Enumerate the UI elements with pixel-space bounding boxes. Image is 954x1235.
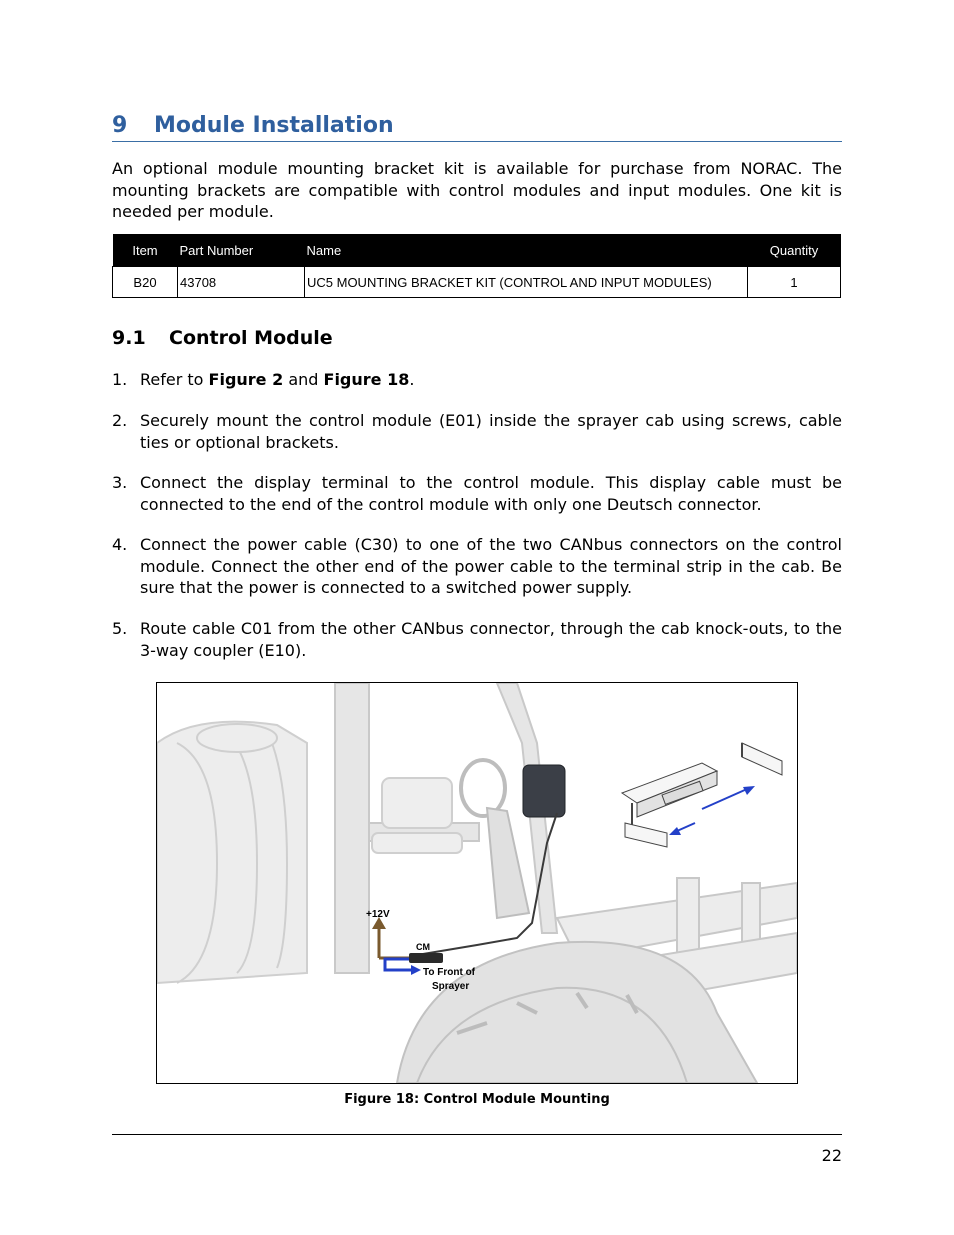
tank-shape <box>157 722 307 983</box>
intro-paragraph: An optional module mounting bracket kit is available for purchase from NORAC. The mounting brackets are compatible with control modules and input modules. One kit is needed per module. <box>112 159 842 221</box>
step-number: 2. <box>112 411 128 430</box>
header-item: Item <box>113 234 178 267</box>
step-text-part: . <box>409 370 415 389</box>
step-text <box>140 369 842 391</box>
power-label: +12V <box>366 909 390 920</box>
list-item <box>112 410 842 453</box>
list-item <box>112 618 842 661</box>
cell-item: B20 <box>113 267 178 298</box>
subsection-title: Control Module <box>169 327 333 349</box>
subsection-number: 9.1 <box>112 327 146 349</box>
parts-table <box>112 234 841 298</box>
step-text-part: and <box>283 370 324 389</box>
figure-caption: Figure 18: Control Module Mounting <box>344 1092 610 1107</box>
page-number: 22 <box>821 1146 842 1165</box>
cell-name: UC5 MOUNTING BRACKET KIT (CONTROL AND INPUT MODULES) <box>305 267 748 298</box>
table-header-row <box>113 234 841 267</box>
step-text: Securely mount the control module (E01) inside the sprayer cab using screws, cable ties or optional brackets. <box>140 411 842 452</box>
control-module-shape <box>523 765 565 817</box>
cell-quantity: 1 <box>748 267 841 298</box>
sprayer-illustration <box>157 683 797 1083</box>
control-module-figure <box>156 682 798 1084</box>
figure-18-reference: Figure 18 <box>323 370 410 389</box>
step-text: Route cable C01 from the other CANbus connector, through the cab knock-outs, to the 3-way coupler (E10). <box>140 619 842 660</box>
header-part-number: Part Number <box>178 234 305 267</box>
step-text: Connect the display terminal to the control module. This display cable must be connected to the end of the control module with only one Deutsch connector. <box>140 473 842 514</box>
step-number: 1. <box>112 370 128 389</box>
section-heading <box>112 112 842 142</box>
front-label-line2: Sprayer <box>432 981 470 992</box>
step-number: 5. <box>112 619 128 638</box>
list-item <box>112 534 842 599</box>
list-item <box>112 472 842 515</box>
module-label: CM <box>416 942 430 952</box>
step-number: 4. <box>112 535 128 554</box>
header-quantity: Quantity <box>748 234 841 267</box>
subsection-heading <box>112 325 333 351</box>
section-title: Module Installation <box>154 113 394 138</box>
step-text: Connect the power cable (C30) to one of the two CANbus connectors on the control module. Connect the other end of the power cable to the terminal strip in the cab. Be sure that the power is connected to a switched power supply. <box>140 535 842 597</box>
seat-shape <box>372 778 462 853</box>
front-label-line1: To Front of <box>423 967 476 978</box>
header-name: Name <box>305 234 748 267</box>
footer-divider <box>112 1134 842 1135</box>
cell-part-number: 43708 <box>178 267 305 298</box>
table-row <box>113 267 841 298</box>
cm-connector <box>409 953 443 963</box>
figure-2-reference: Figure 2 <box>208 370 284 389</box>
step-number: 3. <box>112 473 128 492</box>
list-item <box>112 369 842 391</box>
step-text-part: Refer to <box>140 370 209 389</box>
section-number: 9 <box>112 113 128 138</box>
